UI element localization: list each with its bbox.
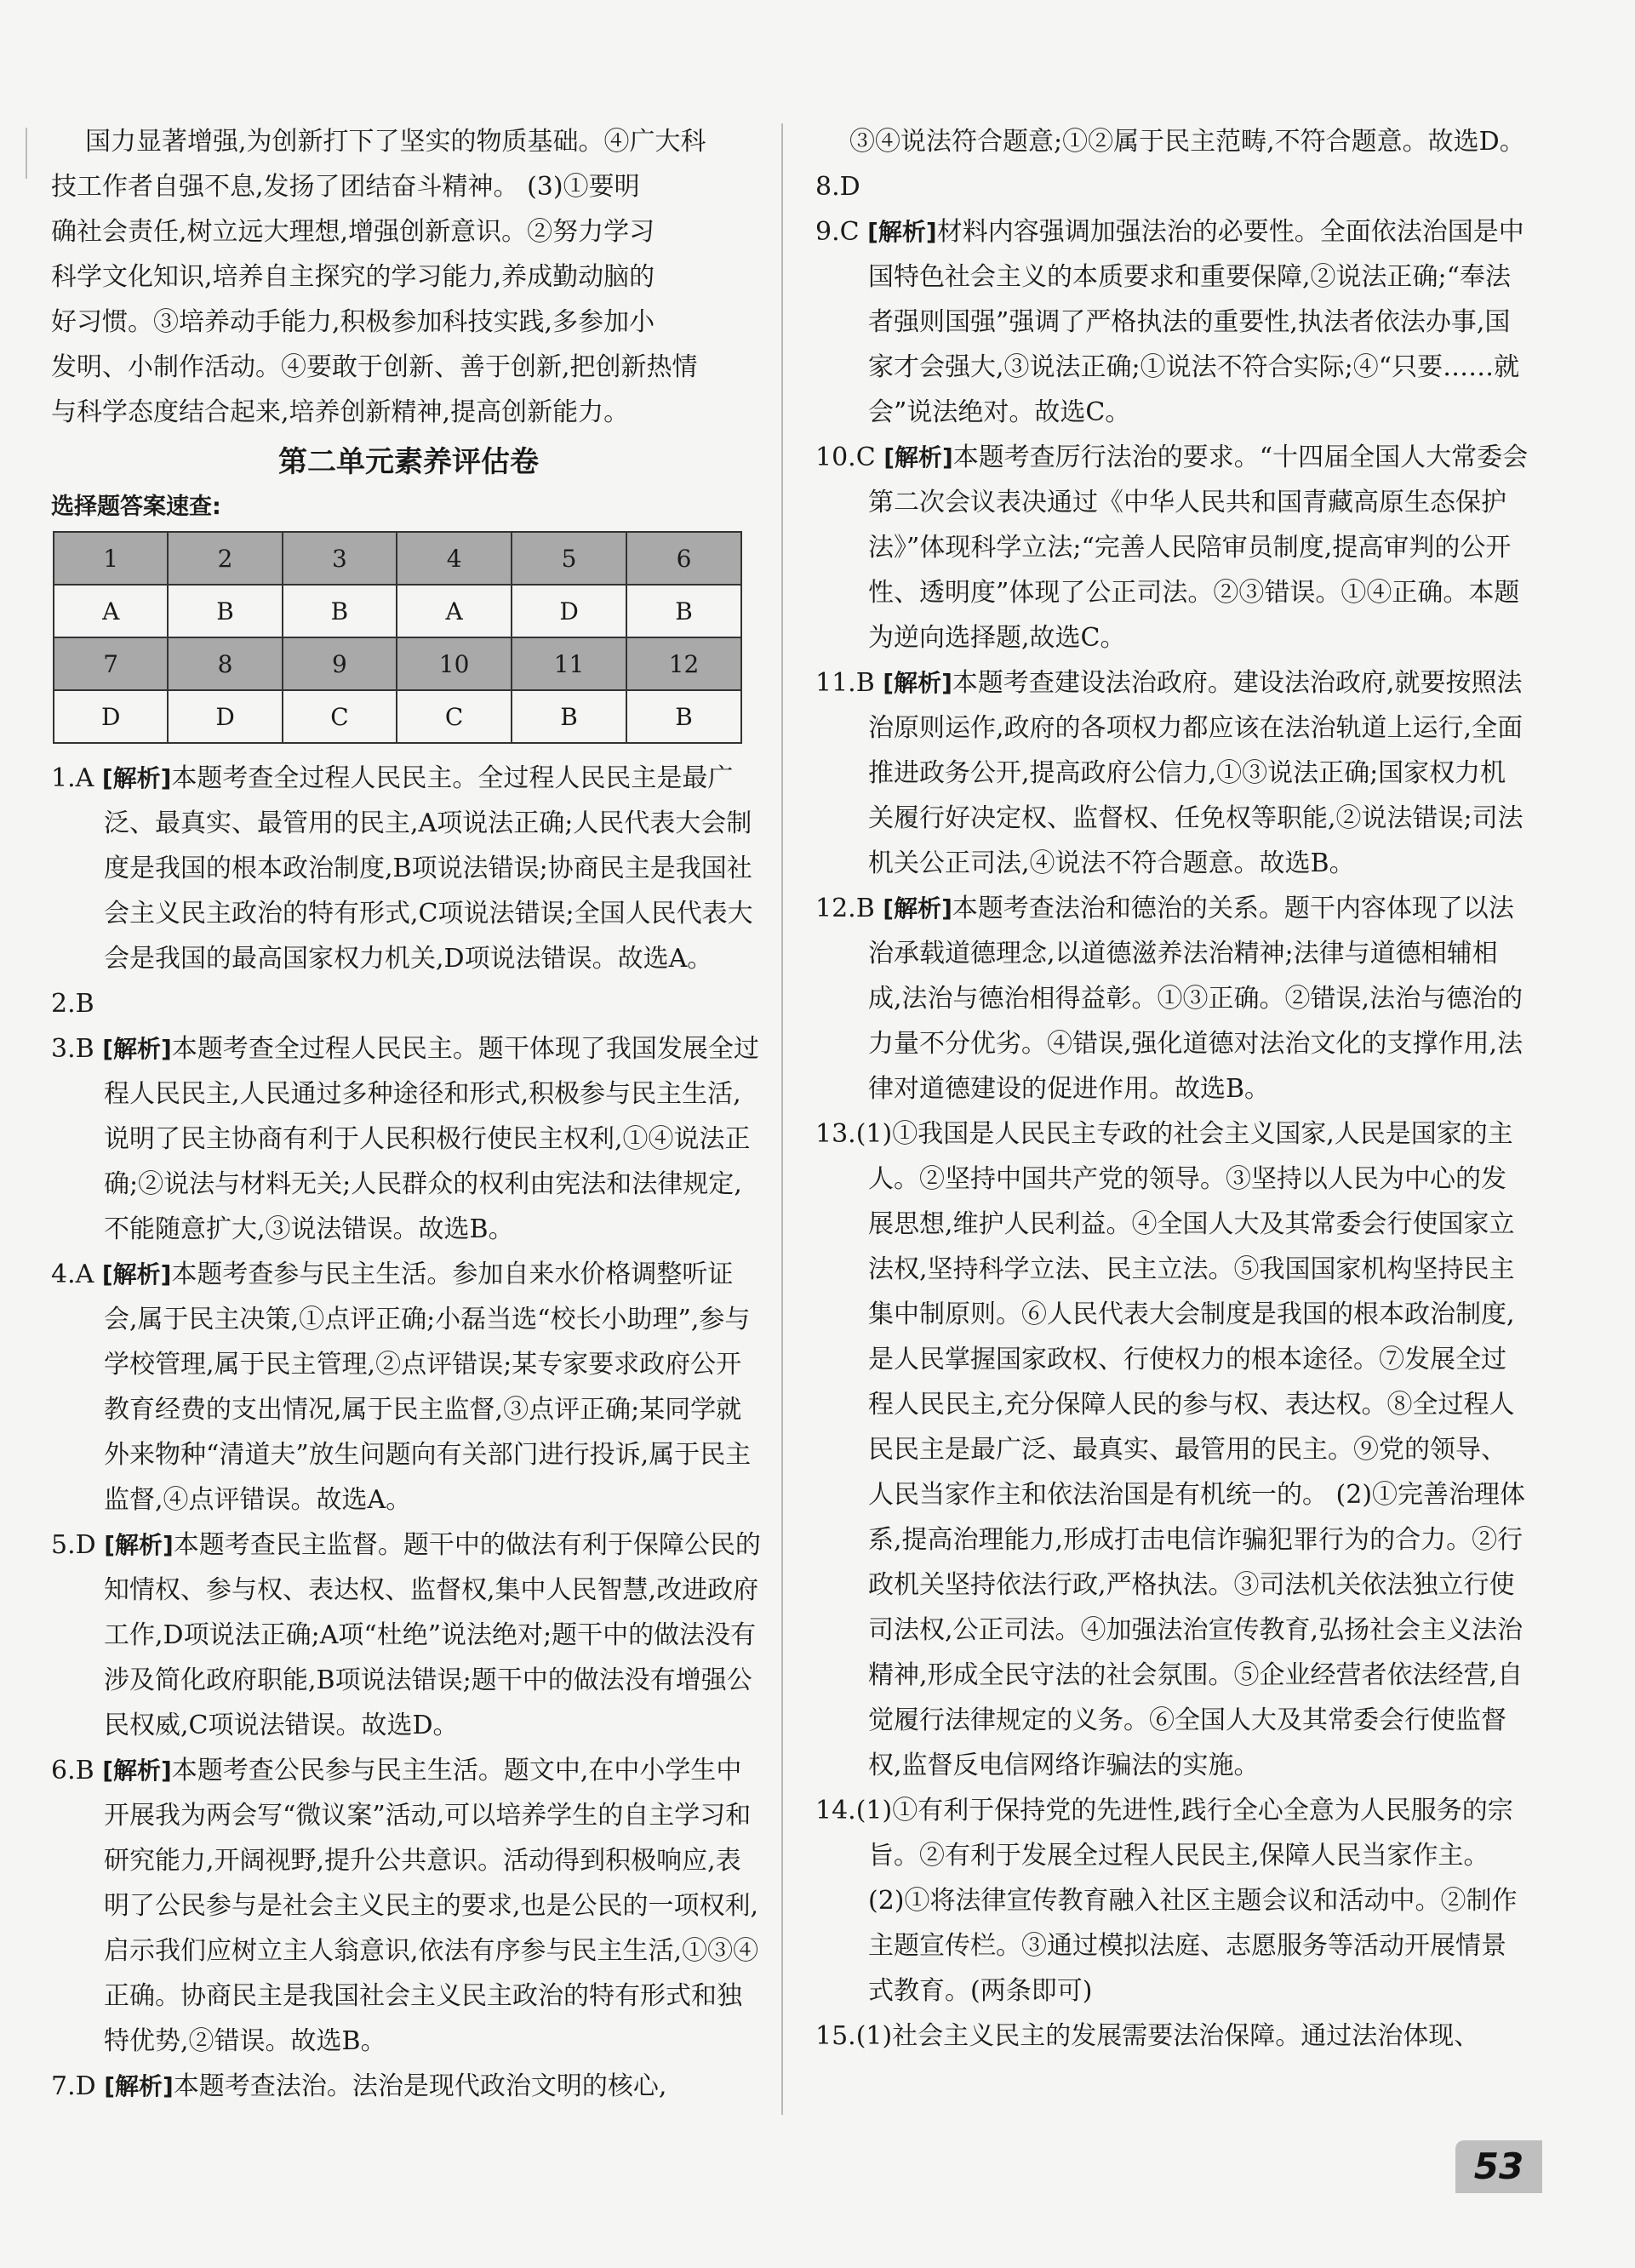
analysis-tag: [解析] [104, 2072, 174, 2100]
item-number: 9.C [815, 217, 868, 247]
answer-cell: B [168, 585, 282, 637]
item-number: 8.D [815, 172, 860, 202]
edge-mark [26, 128, 27, 179]
answer-cell: B [283, 585, 397, 637]
question-number: 4 [397, 532, 512, 585]
answer-cell: A [397, 585, 512, 637]
question-number: 7 [54, 637, 168, 690]
intro-line: 国力显著增强,为创新打下了坚实的物质基础。④广大科 [85, 127, 706, 157]
answer-item-13 [815, 1111, 1530, 1788]
analysis-tag: [解析] [104, 1531, 174, 1559]
item-text: 本题考查全过程人民民主。题干体现了我国发展全过程人民民主,人民通过多种途径和形式,积极参与民主生活,说明了民主协商有利于人民积极行使民主权利,①④说法正确;②说法与材料无关;人民群众的权利由宪法和法律规定,不能随意扩大,③说法错误。故选B。 [104, 1034, 759, 1244]
answer-item-14 [815, 1788, 1530, 2014]
item-text: 本题考查民主监督。题干中的做法有利于保障公民的知情权、参与权、表达权、监督权,集中人民智慧,改进政府工作,D项说法正确;A项“杜绝”说法绝对;题干中的做法没有涉及简化政府职能,B项说法错误;题干中的做法没有增强公民权威,C项说法错误。故选D。 [104, 1530, 761, 1740]
analysis-tag: [解析] [867, 218, 937, 246]
item-number: 1.A [51, 763, 102, 793]
analysis-tag: [解析] [883, 443, 953, 471]
intro-line: 与科学态度结合起来,培养创新精神,提高创新能力。 [51, 397, 630, 427]
item-text: 本题考查法治。法治是现代政治文明的核心, [173, 2071, 667, 2101]
answer-cell: C [397, 690, 512, 743]
right-column [815, 119, 1530, 2059]
answer-item-12 [815, 886, 1530, 1111]
item-text: 本题考查参与民主生活。参加自来水价格调整听证会,属于民主决策,①点评正确;小磊当选“校长小助理”,参与学校管理,属于民主管理,②点评错误;某专家要求政府公开教育经费的支出情况,属于民主监督,③点评正确;某同学就外来物种“清道夫”放生问题向有关部门进行投诉,属于民主监督,④点评错误。故选A。 [104, 1260, 752, 1515]
item-number: 3.B [51, 1034, 103, 1064]
item-number: 12.B [815, 894, 883, 923]
item-number: 15. [815, 2021, 856, 2051]
intro-line: 科学文化知识,培养自主探究的学习能力,养成勤动脑的 [51, 262, 655, 292]
quick-check-label: 选择题答案速查: [51, 494, 221, 520]
analysis-tag: [解析] [101, 764, 172, 792]
question-number: 6 [626, 532, 741, 585]
table-row [54, 585, 741, 637]
item-number: 7.D [51, 2071, 105, 2101]
intro-line: 技工作者自强不息,发扬了团结奋斗精神。 (3)①要明 [51, 172, 640, 202]
item-number: 4.A [51, 1260, 102, 1289]
answer-cell: B [626, 690, 741, 743]
answer-cell: D [168, 690, 282, 743]
question-number: 3 [283, 532, 397, 585]
item-number: 14. [815, 1796, 856, 1825]
answer-cell: C [283, 690, 397, 743]
question-number: 9 [283, 637, 397, 690]
intro-line: 发明、小制作活动。④要敢于创新、善于创新,把创新热情 [51, 352, 698, 382]
answer-item-1 [51, 756, 766, 981]
analysis-tag: [解析] [883, 894, 952, 923]
item-text: 材料内容强调加强法治的必要性。全面依法治国是中国特色社会主义的本质要求和重要保障,②说法正确;“奉法者强则国强”强调了严格执法的重要性,执法者依法办事,国家才会强大,③说法正确;①说法不符合实际;④“只要……就会”说法绝对。故选C。 [868, 217, 1524, 427]
answer-item-7 [51, 2064, 766, 2109]
answer-table [53, 531, 742, 744]
question-number: 12 [626, 637, 741, 690]
question-number: 8 [168, 637, 282, 690]
table-row [54, 637, 741, 690]
item-number: 13. [815, 1119, 856, 1149]
answer-item-15 [815, 2014, 1530, 2059]
section-title: 第二单元素养评估卷 [278, 445, 539, 479]
item-number: 2.B [51, 989, 94, 1019]
answer-item-8 [815, 164, 1530, 209]
item-text: (1)①有利于保持党的先进性,践行全心全意为人民服务的宗旨。②有利于发展全过程人民民主,保障人民当家作主。 (2)①将法律宣传教育融入社区主题会议和活动中。②制作主题宣传栏。③通过模拟法庭、志愿服务等活动开展情景式教育。(两条即可) [855, 1796, 1518, 2006]
analysis-tag: [解析] [883, 669, 952, 697]
question-number: 10 [397, 637, 512, 690]
answer-cell: D [512, 585, 626, 637]
answer-cell: B [512, 690, 626, 743]
item-number: 5.D [51, 1530, 105, 1560]
answer-item-9 [815, 209, 1530, 435]
analysis-tag: [解析] [102, 1757, 172, 1785]
question-number: 1 [54, 532, 168, 585]
item-text: 本题考查建设法治政府。建设法治政府,就要按照法治原则运作,政府的各项权力都应该在法治轨道上运行,全面推进政务公开,提高政府公信力,①③说法正确;国家权力机关履行好决定权、监督权、任免权等职能,②说法错误;司法机关公正司法,④说法不符合题意。故选B。 [868, 668, 1524, 878]
item-text: 本题考查公民参与民主生活。题文中,在中小学生中开展我为两会写“微议案”活动,可以培养学生的自主学习和研究能力,开阔视野,提升公共意识。活动得到积极响应,表明了公民参与是社会主义民主的要求,也是公民的一项权利,启示我们应树立主人翁意识,依法有序参与民主生活,①③④正确。协商民主是我国社会主义民主政治的特有形式和独特优势,②错误。故选B。 [104, 1756, 759, 2056]
question-number: 2 [168, 532, 282, 585]
column-divider [781, 123, 783, 2115]
answer-cell: D [54, 690, 168, 743]
answer-cell: A [54, 585, 168, 637]
item-text: (1)社会主义民主的发展需要法治保障。通过法治体现、 [855, 2021, 1480, 2051]
answer-item-5 [51, 1522, 766, 1748]
question-number: 5 [512, 532, 626, 585]
answer-item-7-continued: ③④说法符合题意;①②属于民主范畴,不符合题意。故选D。 [849, 127, 1525, 157]
answer-item-2 [51, 981, 766, 1026]
item-number: 10.C [815, 443, 884, 472]
intro-line: 确社会责任,树立远大理想,增强创新意识。②努力学习 [51, 217, 655, 247]
item-number: 11.B [815, 668, 883, 698]
answer-item-3 [51, 1026, 766, 1252]
answer-item-11 [815, 660, 1530, 886]
table-row [54, 690, 741, 743]
left-column [51, 119, 766, 2109]
analysis-tag: [解析] [101, 1260, 172, 1288]
answer-cell: B [626, 585, 741, 637]
answer-item-6 [51, 1748, 766, 2064]
item-text: 本题考查厉行法治的要求。“十四届全国人大常委会第二次会议表决通过《中华人民共和国青藏高原生态保护法》”体现科学立法;“完善人民陪审员制度,提高审判的公开性、透明度”体现了公正司法。②③错误。①④正确。本题为逆向选择题,故选C。 [868, 443, 1529, 653]
table-row [54, 532, 741, 585]
page-number: 53 [1455, 2140, 1542, 2193]
analysis-tag: [解析] [102, 1035, 172, 1063]
answer-item-10 [815, 435, 1530, 660]
question-number: 11 [512, 637, 626, 690]
item-number: 6.B [51, 1756, 103, 1785]
item-text: 本题考查法治和德治的关系。题干内容体现了以法治承载道德理念,以道德滋养法治精神;法律与道德相辅相成,法治与德治相得益彰。①③正确。②错误,法治与德治的力量不分优劣。④错误,强化道德对法治文化的支撑作用,法律对道德建设的促进作用。故选B。 [868, 894, 1524, 1104]
item-text: (1)①我国是人民民主专政的社会主义国家,人民是国家的主人。②坚持中国共产党的领导。③坚持以人民为中心的发展思想,维护人民利益。④全国人大及其常委会行使国家立法权,坚持科学立法、民主立法。⑤我国国家机构坚持民主集中制原则。⑥人民代表大会制度是我国的根本政治制度,是人民掌握国家政权、行使权力的根本途径。⑦发展全过程人民民主,充分保障人民的参与权、表达权。⑧全过程人民民主是最广泛、最真实、最管用的民主。⑨党的领导、人民当家作主和依法治国是有机统一的。 (2)①完善治理体系,提高治理能力,形成打击电信诈骗犯罪行为的合力。②行政机关坚持依法行政,严格执法。③司法机关依法独立行使司法权,公正司法。④加强法治宣传教育,弘扬社会主义法治精神,形成全民守法的社会氛围。⑤企业经营者依法经营,自觉履行法律规定的义务。⑥全国人大及其常委会行使监督权,监督反电信网络诈骗法的实施。 [855, 1119, 1526, 1780]
answer-item-4 [51, 1252, 766, 1522]
intro-line: 好习惯。③培养动手能力,积极参加科技实践,多参加小 [51, 307, 655, 337]
item-text: 本题考查全过程人民民主。全过程人民民主是最广泛、最真实、最管用的民主,A项说法正确;人民代表大会制度是我国的根本政治制度,B项说法错误;协商民主是我国社会主义民主政治的特有形式,C项说法错误;全国人民代表大会是我国的最高国家权力机关,D项说法错误。故选A。 [104, 763, 753, 974]
